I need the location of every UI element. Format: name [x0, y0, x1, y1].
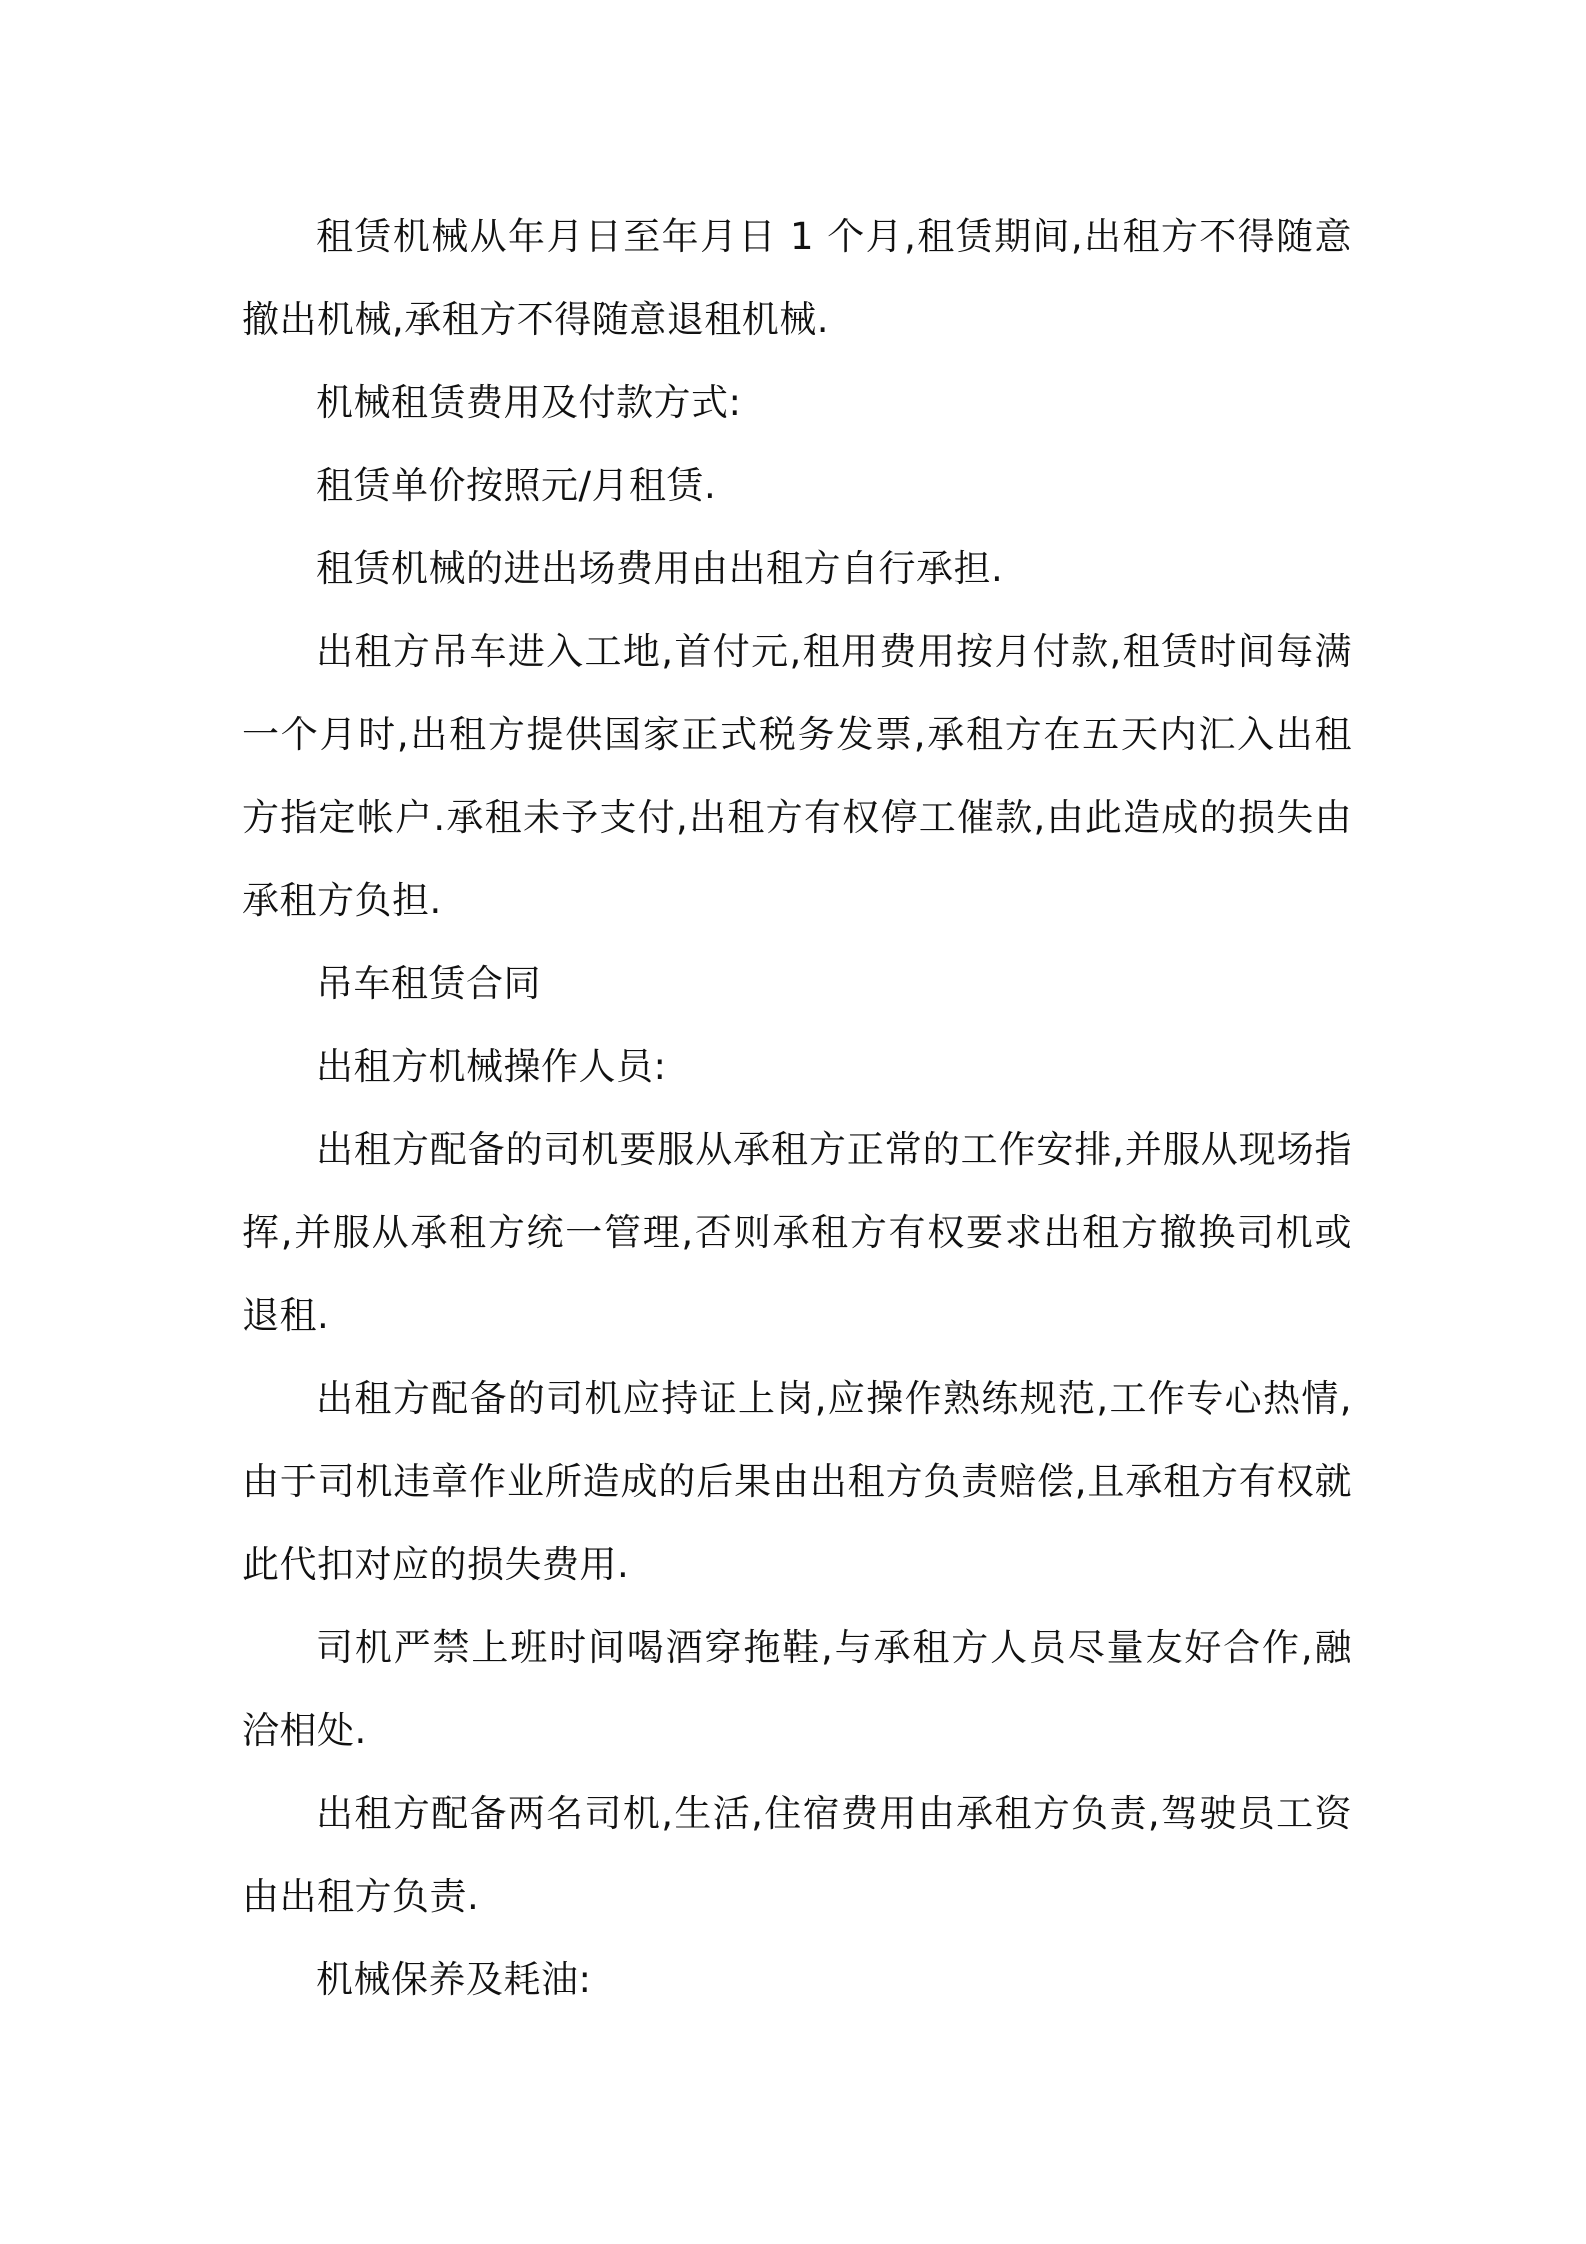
paragraph-driver-conduct: 司机严禁上班时间喝酒穿拖鞋,与承租方人员尽量友好合作,融洽相处.: [242, 1626, 1352, 1752]
paragraph-rental-period: 租赁机械从年月日至年月日 1 个月,租赁期间,出租方不得随意撤出机械,承租方不得随意退租机械.: [242, 215, 1352, 341]
paragraph-driver-expenses: 出租方配备两名司机,生活,住宿费用由承租方负责,驾驶员工资由出租方负责.: [242, 1792, 1352, 1918]
paragraph-operator-heading: 出租方机械操作人员:: [316, 1045, 667, 1088]
paragraph-driver-obedience: 出租方配备的司机要服从承租方正常的工作安排,并服从现场指挥,并服从承租方统一管理,否则承租方有权要求出租方撤换司机或退租.: [242, 1128, 1352, 1337]
paragraph-maintenance-heading: 机械保养及耗油:: [316, 1958, 592, 2001]
document-body: [242, 195, 1352, 2021]
paragraph-contract-title: 吊车租赁合同: [316, 962, 541, 1005]
paragraph-driver-certification: 出租方配备的司机应持证上岗,应操作熟练规范,工作专心热情,由于司机违章作业所造成的后果由出租方负责赔偿,且承租方有权就此代扣对应的损失费用.: [242, 1377, 1352, 1586]
paragraph-payment-terms: 出租方吊车进入工地,首付元,租用费用按月付款,租赁时间每满一个月时,出租方提供国家正式税务发票,承租方在五天内汇入出租方指定帐户.承租未予支付,出租方有权停工催款,由此造成的损失由承租方负担.: [242, 630, 1352, 922]
paragraph-unit-price: 租赁单价按照元/月租赁.: [316, 464, 717, 507]
paragraph-entry-exit-fee: 租赁机械的进出场费用由出租方自行承担.: [316, 547, 1004, 590]
paragraph-fee-heading: 机械租赁费用及付款方式:: [316, 381, 742, 424]
